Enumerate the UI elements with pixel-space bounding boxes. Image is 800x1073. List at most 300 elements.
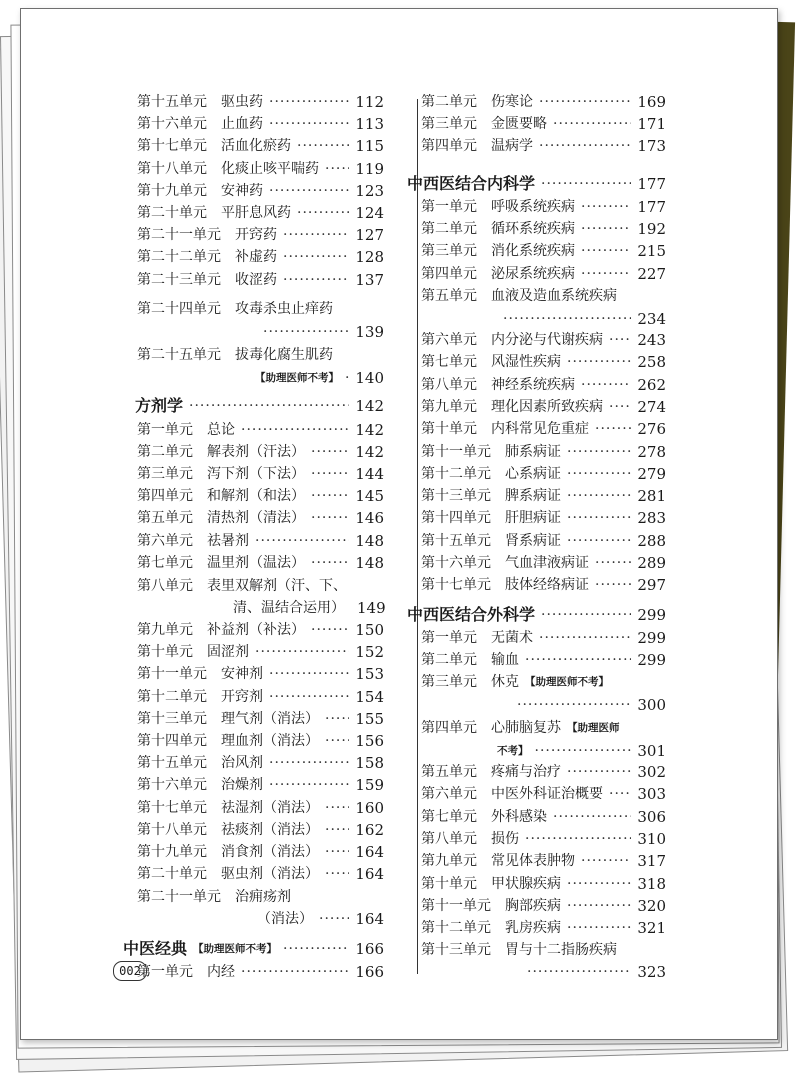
toc-unit-label: 第二单元 xyxy=(421,221,477,238)
toc-unit-label: 第七单元 xyxy=(137,554,193,571)
toc-unit-label: 第十七单元 xyxy=(421,577,491,594)
toc-unit-label: 第十二单元 xyxy=(421,465,491,482)
toc-entry-title: 祛湿剂（消法） xyxy=(221,799,319,816)
page-ref: 281 xyxy=(637,487,666,506)
toc-entry[interactable] xyxy=(137,202,384,224)
toc-entry-continuation xyxy=(233,597,384,619)
toc-unit-label: 第一单元 xyxy=(421,199,477,215)
dot-leader xyxy=(567,873,631,895)
section-title: 中医经典 xyxy=(123,939,188,958)
toc-entry-continuation xyxy=(255,367,384,389)
toc-entry-title: 消食剂（消法） xyxy=(221,844,319,860)
dot-leader xyxy=(255,530,349,552)
page-ref: 302 xyxy=(637,763,666,781)
dot-leader xyxy=(517,694,631,716)
toc-unit-label: 第二十一单元 xyxy=(137,227,221,244)
page-ref: 160 xyxy=(355,798,384,817)
toc-entry-title: 无菌术 xyxy=(491,630,533,646)
toc-unit-label: 第二十单元 xyxy=(137,205,207,221)
toc-unit-label: 第十四单元 xyxy=(137,733,207,749)
page-ref: 142 xyxy=(355,397,384,415)
toc-entry[interactable] xyxy=(421,850,666,872)
toc-entry-title: 治风剂 xyxy=(221,755,263,772)
dot-leader xyxy=(283,269,349,291)
toc-entry[interactable] xyxy=(137,686,384,708)
page-ref: 112 xyxy=(355,93,384,111)
page-ref: 321 xyxy=(637,919,666,938)
toc-entry-title: 温里剂（温法） xyxy=(207,554,305,571)
toc-entry-title: 循环系统疾病 xyxy=(491,221,575,238)
toc-entry[interactable] xyxy=(421,783,666,805)
dot-leader xyxy=(283,246,349,268)
page-ref: 155 xyxy=(355,709,384,728)
toc-entry[interactable] xyxy=(421,135,666,157)
toc-entry-title: 内科常见危重症 xyxy=(491,421,589,438)
toc-entry[interactable] xyxy=(421,761,666,783)
toc-entry-head xyxy=(421,939,666,961)
toc-entry[interactable] xyxy=(137,752,384,774)
toc-entry-head xyxy=(421,671,666,693)
toc-entry-title: 外科感染 xyxy=(491,808,547,825)
toc-entry[interactable] xyxy=(421,418,666,440)
dot-leader xyxy=(581,263,631,285)
toc-entry-title: 祛暑剂 xyxy=(207,532,249,549)
page-ref: 299 xyxy=(637,629,666,647)
toc-entry-title: 气血津液病证 xyxy=(505,555,589,571)
toc-entry[interactable] xyxy=(137,507,384,529)
dot-leader xyxy=(311,485,349,507)
page-ref: 306 xyxy=(637,807,666,826)
section-title: 方剂学 xyxy=(135,396,184,415)
page-ref: 115 xyxy=(355,137,384,156)
dot-leader xyxy=(527,961,631,983)
dot-leader xyxy=(567,463,631,485)
dot-leader xyxy=(567,485,631,507)
toc-entry[interactable] xyxy=(421,196,666,218)
toc-entry-title: 神经系统疾病 xyxy=(491,376,575,393)
toc-unit-label: 第十八单元 xyxy=(137,160,207,177)
toc-entry[interactable] xyxy=(421,396,666,418)
toc-entry[interactable] xyxy=(421,895,666,917)
page-ref: 145 xyxy=(355,487,384,506)
toc-entry-head xyxy=(137,575,384,597)
toc-entry-title: 肢体经络病证 xyxy=(505,577,589,594)
toc-entry[interactable] xyxy=(137,158,384,180)
column-divider xyxy=(417,99,418,974)
toc-entry-title: 治痈疡剂 xyxy=(235,889,291,905)
toc-unit-label: 第十一单元 xyxy=(137,666,207,683)
dot-leader xyxy=(269,91,349,113)
toc-entry[interactable] xyxy=(421,873,666,895)
toc-entry-continuation xyxy=(497,740,666,762)
exam-note: 【助理医师 xyxy=(567,722,620,734)
dot-leader xyxy=(269,686,349,708)
toc-entry[interactable] xyxy=(137,485,384,507)
toc-entry-title: 血液及造血系统疾病 xyxy=(491,288,617,304)
toc-entry[interactable] xyxy=(421,574,666,596)
page-ref: 258 xyxy=(637,353,666,372)
toc-entry[interactable] xyxy=(421,240,666,262)
dot-leader xyxy=(269,752,349,774)
dot-leader xyxy=(189,395,349,417)
toc-section-heading[interactable] xyxy=(123,938,384,960)
toc-entry[interactable] xyxy=(137,663,384,685)
toc-entry[interactable] xyxy=(421,263,666,285)
dot-leader xyxy=(553,806,631,828)
toc-entry-title: 心肺脑复苏 xyxy=(491,720,561,736)
page-ref: 173 xyxy=(637,137,666,156)
toc-entry[interactable] xyxy=(421,91,666,113)
dot-leader xyxy=(539,135,631,157)
dot-leader xyxy=(311,463,349,485)
toc-entry[interactable] xyxy=(421,351,666,373)
toc-entry[interactable] xyxy=(137,91,384,113)
toc-entry-title: 安神药 xyxy=(221,182,263,199)
toc-unit-label: 第十三单元 xyxy=(421,488,491,505)
dot-leader xyxy=(263,321,349,343)
toc-unit-label: 第二十三单元 xyxy=(137,271,221,288)
dot-leader xyxy=(595,574,631,596)
toc-unit-label: 第九单元 xyxy=(137,622,193,638)
toc-entry-title: 补益剂（补法） xyxy=(207,622,305,638)
dot-leader xyxy=(609,329,631,351)
toc-entry-title: 胃与十二指肠疾病 xyxy=(505,942,617,958)
toc-unit-label: 第五单元 xyxy=(421,764,477,780)
toc-section-heading[interactable] xyxy=(407,173,666,195)
toc-entry[interactable] xyxy=(137,619,384,641)
dot-leader xyxy=(553,113,631,135)
toc-entry-title: 总论 xyxy=(207,422,235,438)
page-ref: 159 xyxy=(355,776,384,795)
toc-entry-continuation xyxy=(257,908,384,930)
page-ref: 162 xyxy=(355,820,384,839)
exam-note: 【助理医师不考】 xyxy=(525,676,609,688)
toc-unit-label: 第十八单元 xyxy=(137,821,207,838)
page-number: 002 xyxy=(113,961,147,981)
dot-leader xyxy=(595,418,631,440)
toc-unit-label: 第十单元 xyxy=(137,644,193,661)
toc-entry[interactable] xyxy=(137,135,384,157)
toc-entry-title: 清热剂（清法） xyxy=(207,510,305,527)
toc-unit-label: 第二十二单元 xyxy=(137,249,221,266)
toc-entry-title: 理化因素所致疾病 xyxy=(491,398,603,415)
toc-entry[interactable] xyxy=(137,797,384,819)
page-ref: 166 xyxy=(355,963,384,981)
toc-entry-title: 输血 xyxy=(491,652,519,669)
toc-unit-label: 第十六单元 xyxy=(421,555,491,571)
page-ref: 164 xyxy=(355,843,384,861)
toc-unit-label: 第一单元 xyxy=(137,964,193,980)
toc-entry[interactable] xyxy=(421,806,666,828)
dot-leader xyxy=(269,180,349,202)
dot-leader xyxy=(567,917,631,939)
toc-unit-label: 第八单元 xyxy=(421,376,477,393)
page-ref: 171 xyxy=(637,115,666,134)
page-ref: 310 xyxy=(637,829,666,848)
toc-entry[interactable] xyxy=(421,552,666,574)
page-ref: 149 xyxy=(357,599,386,617)
page-ref: 156 xyxy=(355,732,384,750)
toc-entry-title: 固涩剂 xyxy=(207,644,249,661)
toc-entry[interactable] xyxy=(421,463,666,485)
toc-entry-title: 泌尿系统疾病 xyxy=(491,265,575,282)
section-title: 中西医结合内科学 xyxy=(407,174,536,193)
toc-unit-label: 第九单元 xyxy=(421,853,477,870)
dot-leader xyxy=(541,604,631,626)
toc-unit-label: 第十单元 xyxy=(421,875,477,892)
dot-leader xyxy=(297,202,349,224)
toc-entry-title: 开窍药 xyxy=(235,227,277,244)
toc-entry-title: 肺系病证 xyxy=(505,443,561,460)
page-ref: 318 xyxy=(637,874,666,893)
page-ref: 128 xyxy=(355,248,384,267)
dot-leader xyxy=(581,218,631,240)
toc-entry-title: 呼吸系统疾病 xyxy=(491,199,575,215)
toc-unit-label: 第十六单元 xyxy=(137,116,207,133)
toc-unit-label: 第十九单元 xyxy=(137,844,207,860)
toc-entry-head xyxy=(421,717,666,739)
dot-leader xyxy=(311,619,349,641)
toc-unit-label: 第十二单元 xyxy=(137,688,207,705)
toc-entry-title: 常见体表肿物 xyxy=(491,853,575,870)
toc-entry-head xyxy=(137,886,384,908)
toc-entry[interactable] xyxy=(137,819,384,841)
toc-entry[interactable] xyxy=(137,863,384,885)
dot-leader xyxy=(325,863,349,885)
toc-entry-head xyxy=(137,344,384,366)
page-ref: 124 xyxy=(355,204,384,222)
page-ref: 127 xyxy=(355,226,384,245)
toc-entry-title: 安神剂 xyxy=(221,666,263,683)
toc-unit-label: 第八单元 xyxy=(421,830,477,847)
toc-entry-title: 和解剂（和法） xyxy=(207,488,305,505)
toc-entry[interactable] xyxy=(421,828,666,850)
toc-unit-label: 第四单元 xyxy=(421,265,477,282)
toc-entry-continuation xyxy=(511,694,666,716)
toc-unit-label: 第八单元 xyxy=(137,578,193,594)
toc-entry-title: 止血药 xyxy=(221,116,263,133)
toc-entry[interactable] xyxy=(137,180,384,202)
toc-entry[interactable] xyxy=(137,463,384,485)
toc-entry-title: 甲状腺疾病 xyxy=(491,875,561,892)
toc-unit-label: 第三单元 xyxy=(421,243,477,260)
toc-section-heading[interactable] xyxy=(135,395,384,417)
toc-entry[interactable] xyxy=(137,552,384,574)
toc-unit-label: 第十五单元 xyxy=(137,755,207,772)
dot-leader xyxy=(581,850,631,872)
toc-unit-label: 第七单元 xyxy=(421,808,477,825)
toc-unit-label: 第四单元 xyxy=(421,138,477,155)
dot-leader xyxy=(609,396,631,418)
page-ref: 137 xyxy=(355,270,384,289)
toc-entry[interactable] xyxy=(421,329,666,351)
toc-entry[interactable] xyxy=(421,441,666,463)
dot-leader xyxy=(567,507,631,529)
toc-entry-title: 温病学 xyxy=(491,138,533,155)
exam-note: 不考】 xyxy=(497,745,529,757)
toc-entry[interactable] xyxy=(137,708,384,730)
toc-unit-label: 第九单元 xyxy=(421,398,477,415)
toc-entry[interactable] xyxy=(137,641,384,663)
dot-leader xyxy=(255,641,349,663)
page-ref: 142 xyxy=(355,443,384,462)
page-ref: 317 xyxy=(637,852,666,871)
toc-entry-title: 理气剂（消法） xyxy=(221,710,319,727)
page-ref: 164 xyxy=(355,910,384,928)
toc-entry-title: 内分泌与代谢疾病 xyxy=(491,332,603,348)
page-ref: 297 xyxy=(637,576,666,595)
exam-note: 【助理医师不考】 xyxy=(193,943,278,955)
toc-entry-title: 开窍剂 xyxy=(221,688,263,705)
toc-entry-title: 补虚药 xyxy=(235,249,277,266)
dot-leader xyxy=(567,530,631,552)
toc-unit-label: 第五单元 xyxy=(421,288,477,304)
dot-leader xyxy=(269,774,349,796)
toc-entry-title: 伤寒论 xyxy=(491,94,533,110)
toc-entry[interactable] xyxy=(137,961,384,983)
page-ref: 177 xyxy=(637,198,666,216)
dot-leader xyxy=(525,828,631,850)
toc-entry-title: 解表剂（汗法） xyxy=(207,444,305,461)
toc-entry[interactable] xyxy=(137,269,384,291)
dot-leader xyxy=(503,308,631,330)
page-ref: 289 xyxy=(637,554,666,572)
page-ref: 150 xyxy=(355,621,384,639)
dot-leader xyxy=(539,627,631,649)
page-ref: 278 xyxy=(637,442,666,461)
toc-entry-title: 攻毒杀虫止痒药 xyxy=(235,301,333,317)
toc-entry[interactable] xyxy=(137,530,384,552)
toc-entry-title: 肝胆病证 xyxy=(505,510,561,527)
page-ref: 119 xyxy=(355,159,384,178)
toc-entry[interactable] xyxy=(137,224,384,246)
page-ref: 227 xyxy=(637,264,666,283)
page-ref: 283 xyxy=(637,509,666,528)
dot-leader xyxy=(581,196,631,218)
toc-entry[interactable] xyxy=(137,441,384,463)
toc-unit-label: 第二单元 xyxy=(421,94,477,110)
dot-leader xyxy=(567,351,631,373)
dot-leader xyxy=(539,91,631,113)
toc-entry[interactable] xyxy=(137,841,384,863)
toc-entry[interactable] xyxy=(421,507,666,529)
toc-unit-label: 第一单元 xyxy=(421,630,477,646)
toc-entry[interactable] xyxy=(421,485,666,507)
dot-leader xyxy=(325,841,349,863)
toc-page xyxy=(20,8,778,1040)
section-title: 中西医结合外科学 xyxy=(407,605,536,624)
toc-entry-title: 化痰止咳平喘药 xyxy=(221,160,319,177)
dot-leader xyxy=(283,938,349,960)
toc-entry-title: 内经 xyxy=(207,964,235,980)
page-ref: 123 xyxy=(355,181,384,200)
toc-unit-label: 第二十五单元 xyxy=(137,347,221,363)
toc-unit-label: 第十六单元 xyxy=(137,777,207,794)
dot-leader xyxy=(581,240,631,262)
toc-unit-label: 第二十四单元 xyxy=(137,301,221,317)
dot-leader xyxy=(325,158,349,180)
toc-section-heading[interactable] xyxy=(407,604,666,626)
dot-leader xyxy=(567,761,631,783)
toc-entry[interactable] xyxy=(137,246,384,268)
toc-unit-label: 第二十单元 xyxy=(137,866,207,883)
dot-leader xyxy=(567,895,631,917)
toc-entry-title-cont: （消法） xyxy=(257,911,313,927)
toc-unit-label: 第五单元 xyxy=(137,510,193,527)
toc-entry-title-cont: 清、温结合运用） xyxy=(233,600,345,616)
toc-unit-label: 第十五单元 xyxy=(421,532,491,549)
toc-entry[interactable] xyxy=(421,649,666,671)
page-ref: 148 xyxy=(355,553,384,572)
toc-entry[interactable] xyxy=(421,374,666,396)
toc-entry-title: 活血化瘀药 xyxy=(221,138,291,155)
toc-unit-label: 第七单元 xyxy=(421,354,477,371)
toc-unit-label: 第十三单元 xyxy=(421,942,491,958)
toc-entry-title: 理血剂（消法） xyxy=(221,733,319,749)
toc-unit-label: 第十九单元 xyxy=(137,182,207,199)
toc-entry-title: 治燥剂 xyxy=(221,777,263,794)
toc-entry[interactable] xyxy=(137,113,384,135)
toc-entry[interactable] xyxy=(421,917,666,939)
page-ref: 113 xyxy=(355,115,384,134)
toc-entry-head xyxy=(421,285,666,307)
page-ref: 153 xyxy=(355,665,384,684)
toc-entry-title: 中医外科证治概要 xyxy=(491,786,603,803)
page-ref: 299 xyxy=(637,651,666,670)
toc-entry-title: 脾系病证 xyxy=(505,488,561,505)
toc-entry-title: 表里双解剂（汗、下、 xyxy=(207,578,347,594)
toc-entry[interactable] xyxy=(137,419,384,441)
toc-entry[interactable] xyxy=(137,730,384,752)
toc-entry[interactable] xyxy=(421,218,666,240)
page-ref: 166 xyxy=(355,940,384,958)
page-ref: 320 xyxy=(637,896,666,915)
page-ref: 301 xyxy=(637,742,666,760)
toc-entry-title: 金匮要略 xyxy=(491,116,547,133)
toc-unit-label: 第一单元 xyxy=(137,422,193,438)
toc-entry-title: 收涩药 xyxy=(235,271,277,288)
toc-entry[interactable] xyxy=(421,530,666,552)
toc-unit-label: 第二单元 xyxy=(421,652,477,669)
toc-entry-title: 拔毒化腐生肌药 xyxy=(235,347,333,363)
exam-note: 【助理医师不考】 xyxy=(255,372,339,384)
dot-leader xyxy=(241,961,349,983)
toc-entry-title: 平肝息风药 xyxy=(221,205,291,221)
page-ref: 243 xyxy=(637,331,666,349)
page-ref: 234 xyxy=(637,310,666,328)
page-ref: 192 xyxy=(637,220,666,239)
toc-entry[interactable] xyxy=(421,627,666,649)
dot-leader xyxy=(535,740,632,762)
page-ref: 152 xyxy=(355,643,384,662)
dot-leader xyxy=(541,173,631,195)
dot-leader xyxy=(269,663,349,685)
page-ref: 303 xyxy=(637,785,666,804)
toc-entry-title: 驱虫药 xyxy=(221,94,263,110)
toc-unit-label: 第四单元 xyxy=(421,720,477,736)
toc-entry[interactable] xyxy=(421,113,666,135)
toc-unit-label: 第二单元 xyxy=(137,444,193,461)
page-ref: 276 xyxy=(637,420,666,439)
toc-entry-continuation xyxy=(497,308,666,330)
dot-leader xyxy=(311,552,349,574)
page-ref: 158 xyxy=(355,754,384,773)
page-ref: 169 xyxy=(637,93,666,111)
dot-leader xyxy=(567,441,631,463)
dot-leader xyxy=(325,730,349,752)
toc-entry[interactable] xyxy=(137,774,384,796)
page-ref: 139 xyxy=(355,323,384,341)
